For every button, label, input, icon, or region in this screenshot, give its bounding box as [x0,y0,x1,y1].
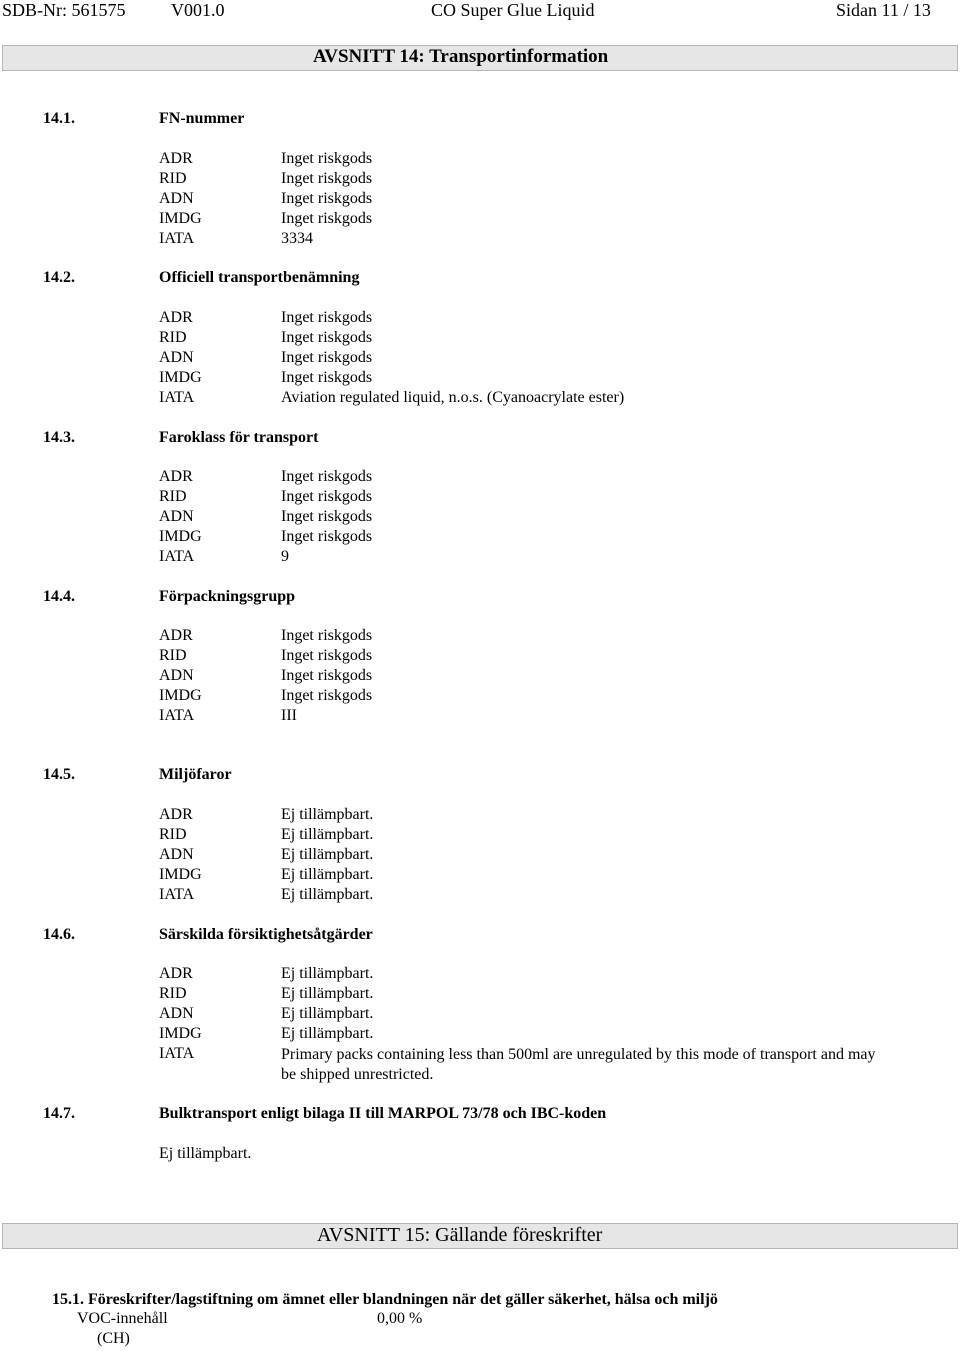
row-value: Ej tillämpbart. [281,826,374,843]
row-value: Inget riskgods [281,647,373,664]
row-value: Inget riskgods [281,488,373,505]
product-name: CO Super Glue Liquid [431,0,595,20]
row-label: ADN [159,846,194,863]
row-value: Inget riskgods [281,369,373,386]
row-label: ADN [159,349,194,366]
row-label: IMDG [159,210,202,227]
row-value: 9 [281,548,289,565]
page-header [0,0,960,22]
row-value: Inget riskgods [281,329,373,346]
row-value: Inget riskgods [281,349,373,366]
row-value: Ej tillämpbart. [281,806,374,823]
row-value: Inget riskgods [281,528,373,545]
row-label: ADN [159,1005,194,1022]
row-value: Inget riskgods [281,190,373,207]
subsection-text: Ej tillämpbart. [159,1145,252,1162]
subsection-number: 14.7. [43,1105,75,1122]
row-label: IMDG [159,369,202,386]
row-value: Inget riskgods [281,150,373,167]
page-number: Sidan 11 / 13 [836,0,931,20]
row-label: ADR [159,627,193,644]
row-value: Ej tillämpbart. [281,965,374,982]
voc-label: VOC-innehåll [77,1310,168,1327]
row-value: Ej tillämpbart. [281,1005,374,1022]
row-value: Ej tillämpbart. [281,1025,374,1042]
row-label: IATA [159,230,195,247]
row-value: Ej tillämpbart. [281,866,374,883]
row-label: RID [159,647,187,664]
row-value: Inget riskgods [281,170,373,187]
row-label: IMDG [159,528,202,545]
row-value: Ej tillämpbart. [281,846,374,863]
row-value: Inget riskgods [281,508,373,525]
row-value: Inget riskgods [281,667,373,684]
row-label: IMDG [159,1025,202,1042]
row-label: ADN [159,508,194,525]
row-label: IATA [159,548,195,565]
row-value: Inget riskgods [281,687,373,704]
subsection-title: Förpackningsgrupp [159,588,296,605]
subsection-number: 14.6. [43,926,75,943]
row-value: Inget riskgods [281,309,373,326]
row-label: ADN [159,667,194,684]
row-label: IMDG [159,687,202,704]
subsection-title: Miljöfaror [159,766,232,783]
row-label: RID [159,329,187,346]
row-value: Inget riskgods [281,210,373,227]
row-label: RID [159,488,187,505]
row-label: RID [159,826,187,843]
row-label: RID [159,985,187,1002]
row-value: Ej tillämpbart. [281,985,374,1002]
subsection-15-1-title: 15.1. Föreskrifter/lagstiftning om ämnet eller blandningen när det gäller säkerhet, hälsa och miljö [52,1291,718,1308]
voc-region: (CH) [97,1330,130,1347]
row-label: IATA [159,1045,195,1062]
row-label: RID [159,170,187,187]
row-label: IMDG [159,866,202,883]
row-label: IATA [159,389,195,406]
subsection-title: Officiell transportbenämning [159,269,360,286]
row-label: ADR [159,309,193,326]
row-value: III [281,707,297,724]
subsection-number: 14.3. [43,429,75,446]
row-label: ADN [159,190,194,207]
row-label: ADR [159,965,193,982]
subsection-title: Bulktransport enligt bilaga II till MARPOL 73/78 och IBC-koden [159,1105,607,1122]
row-value: Inget riskgods [281,468,373,485]
subsection-title: FN-nummer [159,110,245,127]
row-value: Aviation regulated liquid, n.o.s. (Cyanoacrylate ester) [281,389,625,406]
subsection-title: Faroklass för transport [159,429,319,446]
section-14-title: AVSNITT 14: Transportinformation [313,46,609,67]
row-value: Inget riskgods [281,627,373,644]
row-label: IATA [159,886,195,903]
row-label: ADR [159,806,193,823]
row-label: IATA [159,707,195,724]
subsection-title: Särskilda försiktighetsåtgärder [159,926,373,943]
row-value: Primary packs containing less than 500ml are unregulated by this mode of transport and may be shipped unrestricted. [281,1046,876,1083]
sdb-number: SDB-Nr: 561575 [2,0,126,20]
subsection-number: 14.1. [43,110,75,127]
subsection-number: 14.5. [43,766,75,783]
row-value: Ej tillämpbart. [281,886,374,903]
section-15-title: AVSNITT 15: Gällande föreskrifter [317,1224,603,1246]
row-label: ADR [159,468,193,485]
row-label: ADR [159,150,193,167]
subsection-number: 14.2. [43,269,75,286]
version: V001.0 [171,0,225,20]
voc-value: 0,00 % [377,1310,423,1327]
subsection-number: 14.4. [43,588,75,605]
row-value: 3334 [281,230,313,247]
